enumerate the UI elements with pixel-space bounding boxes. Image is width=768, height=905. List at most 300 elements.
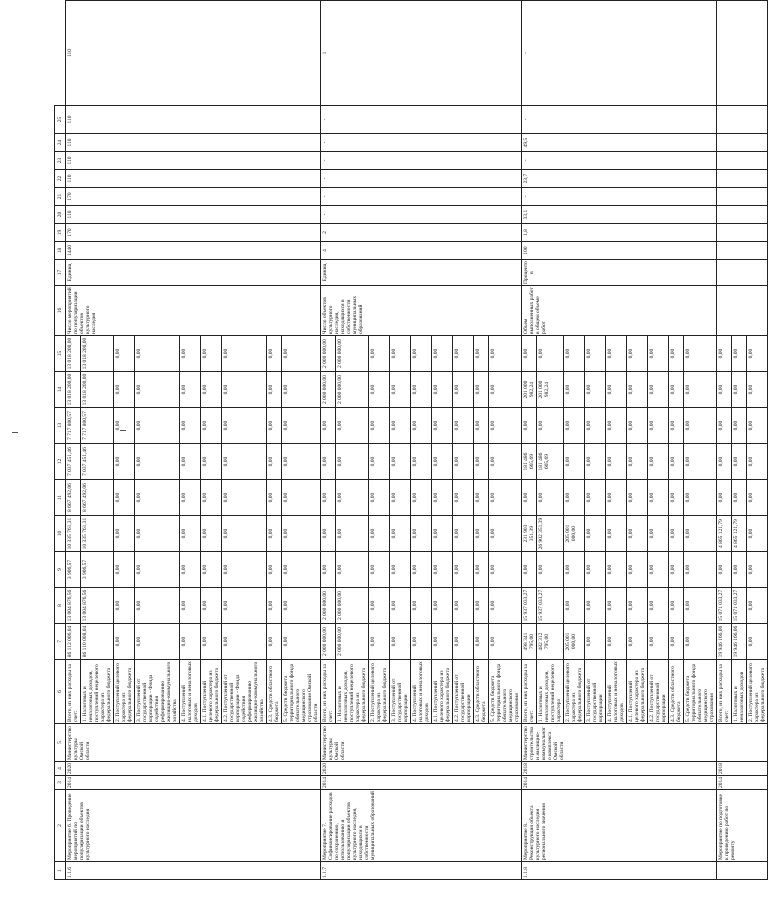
amount-cell: 0,00: [522, 480, 537, 516]
amount-cell: 0,00: [648, 624, 669, 660]
indicator-value-cell: -: [321, 134, 522, 152]
header-number-cell: 17: [55, 260, 66, 286]
amount-cell: 0,00: [369, 624, 390, 660]
amount-cell: 0,00: [669, 624, 684, 660]
activity-name-cell: Мероприятие 8. Реконструкция объекта культурного наследия регионального значения: [522, 790, 717, 862]
amount-cell: 0,00: [180, 588, 201, 624]
amount-cell: 0,00: [669, 372, 684, 408]
amount-cell: 7 037 451,46: [66, 444, 81, 480]
executor-cell: Министерство строительства и жилищно-коммунального комплекса Омской области: [522, 724, 717, 762]
funding-source-cell: 2. Поступлений целевого характера из федерального бюджета: [114, 660, 135, 724]
amount-cell: 0,00: [282, 408, 321, 444]
amount-cell: 0,00: [222, 588, 267, 624]
amount-cell: 0,00: [453, 372, 474, 408]
amount-cell: 0,00: [321, 408, 336, 444]
table-row: [522, 1, 537, 880]
amount-cell: 0,00: [321, 552, 336, 588]
amount-cell: 0,00: [684, 588, 717, 624]
indicator-value-cell: 1: [321, 1, 522, 106]
header-number-cell: 10: [55, 516, 66, 552]
amount-cell: 0,00: [201, 552, 222, 588]
amount-cell: 0,00: [411, 552, 432, 588]
amount-cell: 0,00: [669, 516, 684, 552]
funding-source-cell: Всего, из них расходы за счет:: [717, 660, 732, 724]
funding-source-cell: 4. Поступлений налоговых и неналоговых доходов: [412, 661, 430, 722]
amount-cell: 0,00: [627, 516, 648, 552]
amount-cell: 0,00: [717, 480, 732, 516]
amount-cell: 0,00: [489, 336, 522, 372]
funding-source-cell: 2. Поступлений целевого характера из федерального бюджета: [747, 660, 768, 724]
amount-cell: 0,00: [432, 480, 453, 516]
amount-cell: 0,00: [180, 552, 201, 588]
amount-cell: 0,00: [267, 372, 282, 408]
amount-cell: 0,00: [411, 336, 432, 372]
indicator-value-cell: 110: [66, 1, 321, 106]
amount-cell: 0,00: [732, 408, 747, 444]
item-number-cell: 1.1.6: [66, 862, 321, 880]
amount-cell: 0,00: [321, 444, 336, 480]
indicator-value-cell: [717, 106, 768, 134]
funding-source-cell: 1. Налоговых и неналоговых доходов: [732, 660, 747, 724]
amount-cell: 13 004 876,56: [81, 588, 114, 624]
amount-cell: 0,00: [180, 336, 201, 372]
amount-cell: 0,00: [369, 552, 390, 588]
unit-cell: Процентов: [522, 260, 717, 286]
indicator-value-cell: -: [321, 188, 522, 206]
amount-cell: 0,00: [489, 408, 522, 444]
amount-cell: 0,00: [747, 480, 768, 516]
amount-cell: 86 112 006,04: [66, 624, 81, 660]
header-number-cell: 23: [55, 152, 66, 170]
indicator-value-cell: -: [321, 170, 522, 188]
amount-cell: 0,00: [732, 480, 747, 516]
amount-cell: 0,00: [267, 624, 282, 660]
amount-cell: 0,00: [606, 372, 627, 408]
indicator-value-cell: [717, 188, 768, 206]
table-row: [321, 1, 336, 880]
amount-cell: 0,00: [180, 480, 201, 516]
amount-cell: 0,00: [732, 336, 747, 372]
amount-cell: 0,00: [114, 372, 135, 408]
indicator-value-cell: -: [522, 106, 717, 134]
year-from-cell: 2014: [522, 776, 717, 790]
amount-cell: 0,00: [282, 588, 321, 624]
funding-source-cell: 1. Налоговых и неналоговых доходов, поступлений нецелевого характера из федерального бюджета: [336, 660, 369, 724]
amount-cell: 0,00: [222, 336, 267, 372]
funding-source-cell: 4.3. Средств областного бюджета: [474, 660, 489, 724]
rotated-table-wrapper: [54, 0, 766, 880]
amount-cell: 0,00: [747, 624, 768, 660]
amount-cell: 0,00: [564, 336, 585, 372]
amount-cell: 0,00: [474, 624, 489, 660]
indicator-value-cell: 33,1: [522, 206, 717, 224]
amount-cell: 0,00: [432, 372, 453, 408]
amount-cell: 0,00: [648, 552, 669, 588]
amount-cell: 0,00: [390, 588, 411, 624]
header-number-cell: 24: [55, 134, 66, 152]
unit-cell: Единиц: [321, 260, 522, 286]
header-number-cell: 20: [55, 206, 66, 224]
indicator-value-cell: [717, 206, 768, 224]
activity-name-cell: Мероприятие по подготовке к проведению работ по ремонту: [717, 790, 768, 862]
amount-cell: 0,00: [606, 480, 627, 516]
indicator-value-cell: 100: [522, 242, 717, 260]
header-number-cell: 13: [55, 408, 66, 444]
amount-cell: 0,00: [453, 552, 474, 588]
indicator-value-cell: 1,8: [522, 224, 717, 242]
amount-cell: 7 717 800,57: [66, 408, 81, 444]
table-row: [717, 1, 732, 880]
activity-name-cell: Мероприятие 7. Софинансирование расходов по сохранению, использованию и популяризации объектов культурного наследия, находящихся в собственности муниципальных образований: [321, 790, 522, 862]
header-number-cell: 6: [55, 660, 66, 724]
amount-cell: 0,00: [411, 408, 432, 444]
amount-cell: 86 110 008,04: [81, 624, 114, 660]
amount-cell: 0,00: [135, 516, 180, 552]
header-number-cell: 16: [55, 286, 66, 336]
activity-name-cell: Мероприятие 6. Проведение мероприятий по популяризации объектов культурного наследия: [66, 790, 321, 862]
amount-cell: 0,00: [684, 444, 717, 480]
amount-cell: 3 906,57: [81, 552, 114, 588]
amount-cell: 8 667 492,06: [66, 480, 81, 516]
indicator-value-cell: 4: [321, 242, 522, 260]
indicator-value-cell: -: [321, 106, 522, 134]
amount-cell: 0,00: [684, 480, 717, 516]
amount-cell: 0,00: [627, 408, 648, 444]
amount-cell: 7 037 451,46: [81, 444, 114, 480]
amount-cell: 0,00: [390, 552, 411, 588]
header-number-cell: 7: [55, 624, 66, 660]
funding-source-cell: 4.2. Поступлений от государственной корпорации: [453, 660, 474, 724]
funding-source-cell: 4.2. Поступлений от государственной корпорации - Фонда содействия реформированию жилищно-коммунального хозяйства: [222, 660, 267, 724]
amount-cell: 0,00: [747, 408, 768, 444]
amount-cell: 0,00: [135, 444, 180, 480]
indicator-value-cell: 23,7: [522, 170, 717, 188]
indicator-value-cell: [717, 224, 768, 242]
amount-cell: 0,00: [222, 552, 267, 588]
amount-cell: 0,00: [522, 552, 537, 588]
amount-cell: 15 071 033,27: [717, 588, 732, 624]
unit-cell: [717, 260, 768, 286]
amount-cell: 0,00: [648, 588, 669, 624]
amount-cell: 201 000 982,24: [537, 372, 564, 408]
funding-source-cell: Всего, из них расходы за счет:: [66, 660, 81, 724]
amount-cell: 0,00: [336, 552, 369, 588]
amount-cell: 0,00: [474, 336, 489, 372]
budget-table: [54, 0, 768, 880]
amount-cell: 0,00: [135, 552, 180, 588]
amount-cell: 0,00: [684, 516, 717, 552]
amount-cell: 0,00: [135, 588, 180, 624]
amount-cell: 0,00: [267, 336, 282, 372]
amount-cell: 205 001 000,00: [564, 516, 585, 552]
year-to-cell: 2020: [66, 762, 321, 776]
indicator-value-cell: 110: [66, 134, 321, 152]
amount-cell: 0,00: [537, 408, 564, 444]
indicator-name-cell: Объем выполненных работ в общем объеме работ: [522, 286, 717, 336]
amount-cell: 0,00: [585, 444, 606, 480]
amount-cell: 0,00: [432, 588, 453, 624]
amount-cell: 2 000 000,00: [321, 624, 336, 660]
amount-cell: 0,00: [267, 588, 282, 624]
amount-cell: 0,00: [648, 336, 669, 372]
year-from-cell: 2014: [66, 776, 321, 790]
amount-cell: 0,00: [684, 336, 717, 372]
amount-cell: 0,00: [474, 552, 489, 588]
amount-cell: 0,00: [537, 336, 564, 372]
amount-cell: 13 004 876,56: [66, 588, 81, 624]
amount-cell: 0,00: [432, 408, 453, 444]
item-number-cell: 1.1.8: [522, 862, 717, 880]
amount-cell: 0,00: [114, 408, 135, 444]
amount-cell: 0,00: [390, 408, 411, 444]
amount-cell: 0,00: [537, 552, 564, 588]
amount-cell: 0,00: [180, 372, 201, 408]
funding-source-cell: Всего, из них расходы за счет:: [321, 660, 336, 724]
amount-cell: 0,00: [717, 552, 732, 588]
amount-cell: 0,00: [201, 480, 222, 516]
amount-cell: 15 937 033,27: [537, 588, 564, 624]
amount-cell: 0,00: [627, 552, 648, 588]
indicator-value-cell: -: [321, 206, 522, 224]
amount-cell: 0,00: [201, 516, 222, 552]
amount-cell: 0,00: [390, 444, 411, 480]
amount-cell: 2 000 000,00: [336, 372, 369, 408]
amount-cell: 2 000 000,00: [321, 372, 336, 408]
amount-cell: 0,00: [669, 588, 684, 624]
amount-cell: 0,00: [411, 372, 432, 408]
funding-source-cell: 2. Поступлений целевого характера из федерального бюджета: [369, 660, 390, 724]
amount-cell: 482 312 795,00: [537, 624, 564, 660]
amount-cell: 0,00: [648, 372, 669, 408]
amount-cell: 0,00: [369, 372, 390, 408]
header-number-cell: 3: [55, 776, 66, 790]
amount-cell: 0,00: [684, 552, 717, 588]
amount-cell: 0,00: [474, 408, 489, 444]
amount-cell: 0,00: [627, 336, 648, 372]
amount-cell: 205 001 000,00: [564, 624, 585, 660]
amount-cell: 2 000 000,00: [336, 624, 369, 660]
indicator-value-cell: 170: [66, 188, 321, 206]
funding-source-cell: 4.3. Средств областного бюджета: [669, 660, 684, 724]
amount-cell: 0,00: [390, 336, 411, 372]
amount-cell: 0,00: [522, 408, 537, 444]
funding-source-cell: 4.1. Поступлений целевого характера из федерального бюджета: [627, 660, 648, 724]
funding-source-cell: 1. Налоговых и неналоговых доходов, поступлений нецелевого характера: [537, 660, 564, 724]
funding-source-cell: 4. Поступлений налоговых и неналоговых доходов: [181, 661, 199, 722]
amount-cell: 2 000 000,00: [336, 336, 369, 372]
amount-cell: 0,00: [411, 516, 432, 552]
amount-cell: 0,00: [282, 372, 321, 408]
amount-cell: 0,00: [648, 516, 669, 552]
funding-source-cell: 3. Поступлений от государственной корпорации - Фонда содействия реформированию жилищно-коммунального хозяйства: [135, 660, 180, 724]
amount-cell: 0,00: [267, 444, 282, 480]
amount-cell: 2 000 000,00: [321, 588, 336, 624]
amount-cell: 0,00: [453, 480, 474, 516]
year-from-cell: 2014: [321, 776, 522, 790]
amount-cell: 19 946 166,06: [732, 624, 747, 660]
amount-cell: 0,00: [474, 588, 489, 624]
funding-source-cell: 4.1. Поступлений целевого характера из федерального бюджета: [201, 660, 222, 724]
amount-cell: 0,00: [606, 552, 627, 588]
amount-cell: 0,00: [282, 444, 321, 480]
amount-cell: 13 018 200,00: [81, 372, 114, 408]
amount-cell: 0,00: [201, 444, 222, 480]
amount-cell: 0,00: [606, 588, 627, 624]
amount-cell: 0,00: [606, 516, 627, 552]
indicator-value-cell: [717, 134, 768, 152]
amount-cell: 0,00: [369, 444, 390, 480]
amount-cell: 2 000 000,00: [321, 336, 336, 372]
item-number-cell: [717, 862, 768, 880]
scan-speck: [120, 430, 126, 431]
funding-source-cell: 4. Поступлений налоговых и неналоговых доходов: [607, 661, 625, 722]
funding-source-cell: 4.1. Поступлений целевого характера из федерального бюджета: [432, 660, 453, 724]
amount-cell: 0,00: [390, 516, 411, 552]
amount-cell: 0,00: [282, 336, 321, 372]
header-number-cell: 25: [55, 106, 66, 134]
amount-cell: 0,00: [489, 372, 522, 408]
amount-cell: 0,00: [747, 552, 768, 588]
year-from-cell: 2014: [717, 776, 768, 790]
amount-cell: 0,00: [648, 408, 669, 444]
amount-cell: 498 341 795,00: [522, 624, 537, 660]
amount-cell: 0,00: [747, 444, 768, 480]
amount-cell: 0,00: [432, 444, 453, 480]
amount-cell: 0,00: [717, 408, 732, 444]
amount-cell: 0,00: [732, 444, 747, 480]
amount-cell: 0,00: [114, 624, 135, 660]
amount-cell: 0,00: [369, 480, 390, 516]
header-number-cell: 2: [55, 790, 66, 862]
amount-cell: 0,00: [180, 408, 201, 444]
table-row: [66, 1, 81, 880]
amount-cell: 0,00: [669, 444, 684, 480]
amount-cell: 0,00: [453, 408, 474, 444]
amount-cell: 26 902 351,39: [537, 516, 564, 552]
amount-cell: 4 865 121,79: [717, 516, 732, 552]
amount-cell: 0,00: [606, 408, 627, 444]
amount-cell: 0,00: [489, 480, 522, 516]
amount-cell: 0,00: [669, 552, 684, 588]
funding-source-cell: 3. Поступлений от государственной корпорации: [585, 660, 606, 724]
amount-cell: 0,00: [669, 408, 684, 444]
indicator-value-cell: [717, 170, 768, 188]
amount-cell: 10 335 761,31: [81, 516, 114, 552]
amount-cell: 3 906,57: [66, 552, 81, 588]
amount-cell: 0,00: [135, 624, 180, 660]
indicator-value-cell: [717, 1, 768, 106]
funding-source-cell: 5. Средств бюджета территориального фонда обязательного медицинского страхования Омской области: [282, 660, 321, 724]
amount-cell: 0,00: [114, 336, 135, 372]
amount-cell: 0,00: [606, 444, 627, 480]
amount-cell: 0,00: [135, 336, 180, 372]
amount-cell: 0,00: [669, 336, 684, 372]
amount-cell: 0,00: [684, 372, 717, 408]
indicator-value-cell: [717, 152, 768, 170]
amount-cell: 13 018 200,00: [66, 372, 81, 408]
indicator-value-cell: 110: [66, 170, 321, 188]
amount-cell: 0,00: [180, 516, 201, 552]
header-number-cell: 9: [55, 552, 66, 588]
amount-cell: 0,00: [564, 372, 585, 408]
header-number-cell: 18: [55, 242, 66, 260]
amount-cell: 0,00: [585, 624, 606, 660]
amount-cell: 0,00: [453, 444, 474, 480]
amount-cell: 0,00: [627, 372, 648, 408]
amount-cell: 231 903 351,39: [522, 516, 537, 552]
header-number-cell: 8: [55, 588, 66, 624]
amount-cell: 0,00: [747, 588, 768, 624]
amount-cell: 0,00: [282, 480, 321, 516]
amount-cell: 0,00: [489, 516, 522, 552]
amount-cell: 0,00: [222, 372, 267, 408]
amount-cell: 0,00: [474, 516, 489, 552]
amount-cell: 181 486 665,69: [522, 444, 537, 480]
amount-cell: 10 335 761,31: [66, 516, 81, 552]
amount-cell: 0,00: [648, 480, 669, 516]
amount-cell: 0,00: [201, 624, 222, 660]
amount-cell: 0,00: [522, 336, 537, 372]
amount-cell: 0,00: [564, 480, 585, 516]
amount-cell: 15 071 033,27: [732, 588, 747, 624]
unit-cell: Единиц: [66, 260, 321, 286]
amount-cell: 0,00: [282, 516, 321, 552]
executor-cell: Министерство культуры Омской области: [66, 724, 321, 762]
amount-cell: 0,00: [411, 444, 432, 480]
amount-cell: 0,00: [606, 624, 627, 660]
item-number-cell: 1.1.7: [321, 862, 522, 880]
indicator-value-cell: 110: [66, 152, 321, 170]
amount-cell: 0,00: [432, 624, 453, 660]
indicator-value-cell: 110: [66, 206, 321, 224]
amount-cell: 181 486 665,69: [537, 444, 564, 480]
executor-cell: Министерство культуры Омской области: [321, 724, 522, 762]
funding-source-cell: 1. Налоговых и неналоговых доходов, поступлений нецелевого характера из федерального бюджета: [81, 660, 114, 724]
amount-cell: 0,00: [474, 480, 489, 516]
amount-cell: 7 717 800,57: [81, 408, 114, 444]
amount-cell: 0,00: [114, 552, 135, 588]
header-number-cell: 15: [55, 336, 66, 372]
amount-cell: 0,00: [267, 480, 282, 516]
indicator-value-cell: 170: [66, 224, 321, 242]
amount-cell: 0,00: [627, 588, 648, 624]
amount-cell: 0,00: [453, 336, 474, 372]
header-number-cell: 14: [55, 372, 66, 408]
funding-source-cell: 4.3. Средств областного бюджета: [267, 660, 282, 724]
amount-cell: 0,00: [369, 336, 390, 372]
header-number-cell: 12: [55, 444, 66, 480]
funding-source-cell: Всего, из них расходы за счет:: [522, 660, 537, 724]
amount-cell: 0,00: [201, 336, 222, 372]
amount-cell: 0,00: [669, 480, 684, 516]
header-number-cell: 22: [55, 170, 66, 188]
scan-speck: [12, 432, 18, 433]
amount-cell: 0,00: [564, 408, 585, 444]
year-to-cell: 2018: [717, 762, 768, 776]
amount-cell: 0,00: [369, 516, 390, 552]
funding-source-cell: 5. Средств бюджета территориального фонда обязательного медицинского страхования: [684, 660, 717, 724]
amount-cell: 0,00: [585, 372, 606, 408]
amount-cell: 0,00: [369, 588, 390, 624]
amount-cell: 0,00: [585, 336, 606, 372]
header-number-row: [55, 1, 66, 880]
indicator-name-cell: Число объектов культурного наследия, находящихся в собственности муниципальных образований: [321, 286, 522, 336]
amount-cell: 0,00: [336, 408, 369, 444]
amount-cell: 0,00: [489, 552, 522, 588]
amount-cell: 0,00: [684, 624, 717, 660]
amount-cell: 0,00: [585, 552, 606, 588]
header-number-cell: 11: [55, 480, 66, 516]
